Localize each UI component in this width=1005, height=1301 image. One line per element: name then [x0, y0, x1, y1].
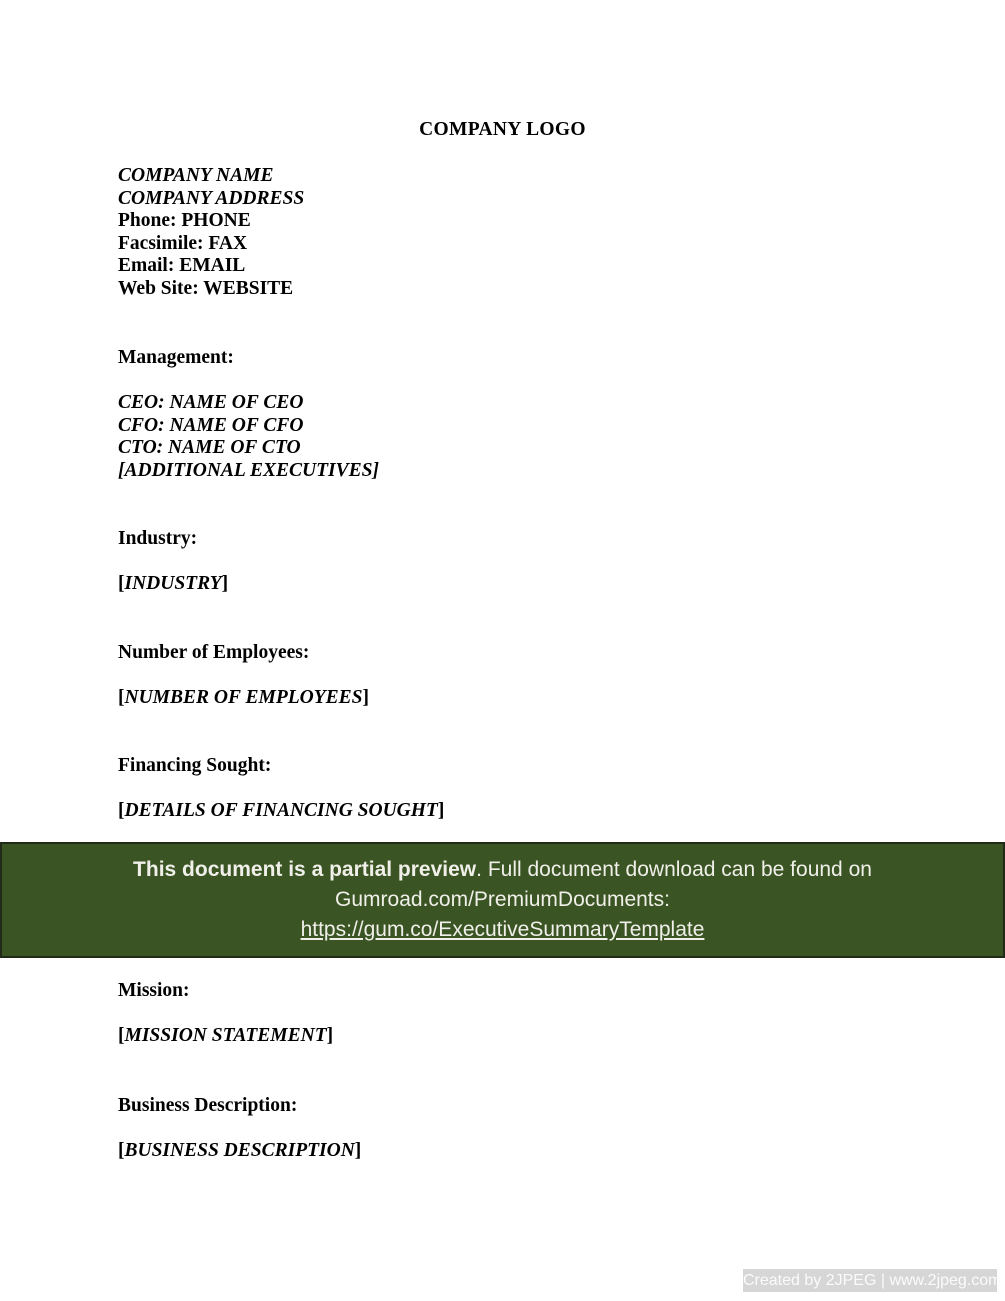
banner-line-2: Gumroad.com/PremiumDocuments: — [335, 888, 670, 911]
bracket-close: ] — [362, 687, 370, 709]
company-logo-text: COMPANY LOGO — [419, 119, 586, 140]
bracket-close: ] — [326, 1025, 334, 1047]
business-description-heading: Business Description: — [118, 1095, 298, 1116]
banner-rest-text: . Full document download can be found on — [476, 858, 872, 881]
business-description-placeholder-text: BUSINESS DESCRIPTION — [124, 1140, 355, 1162]
company-address-line: COMPANY ADDRESS — [118, 187, 305, 209]
bracket-open: [ — [118, 800, 125, 822]
section-mission — [118, 980, 333, 1048]
mission-placeholder-text: MISSION STATEMENT — [124, 1025, 327, 1047]
management-item-additional: [ADDITIONAL EXECUTIVES] — [118, 459, 379, 481]
industry-heading: Industry: — [118, 528, 198, 549]
section-industry — [118, 528, 228, 596]
company-name-line: COMPANY NAME — [118, 165, 274, 186]
section-financing — [118, 755, 444, 823]
company-fax-line: Facsimile: FAX — [118, 232, 248, 254]
watermark: Created by 2JPEG | www.2jpeg.com — [743, 1269, 997, 1292]
company-phone-line: Phone: PHONE — [118, 210, 251, 232]
bracket-close: ] — [221, 573, 229, 595]
bracket-close: ] — [354, 1140, 362, 1162]
section-business-description — [118, 1095, 361, 1163]
employees-placeholder-text: NUMBER OF EMPLOYEES — [124, 687, 363, 709]
bracket-close: ] — [437, 800, 445, 822]
management-list — [118, 392, 379, 482]
banner-line-3 — [2, 915, 1003, 945]
mission-placeholder — [118, 1025, 333, 1048]
management-item-ceo: CEO: NAME OF CEO — [118, 392, 304, 414]
preview-banner — [0, 842, 1005, 958]
company-info-block — [118, 165, 304, 301]
bracket-open: [ — [118, 1025, 125, 1047]
financing-placeholder — [118, 800, 444, 823]
employees-placeholder — [118, 687, 369, 710]
business-description-placeholder — [118, 1140, 361, 1163]
company-email-line: Email: EMAIL — [118, 255, 246, 277]
financing-heading: Financing Sought: — [118, 755, 272, 776]
mission-heading: Mission: — [118, 980, 190, 1001]
section-management — [118, 347, 379, 483]
banner-bold-text: This document is a partial preview — [133, 858, 477, 881]
company-website-line: Web Site: WEBSITE — [118, 277, 294, 299]
management-item-cto: CTO: NAME OF CTO — [118, 437, 301, 459]
section-employees — [118, 642, 369, 710]
bracket-open: [ — [118, 1140, 125, 1162]
management-heading: Management: — [118, 347, 234, 368]
banner-line-1 — [2, 855, 1003, 885]
gumroad-link[interactable]: https://gum.co/ExecutiveSummaryTemplate — [300, 918, 705, 941]
industry-placeholder — [118, 573, 228, 596]
employees-heading: Number of Employees: — [118, 642, 310, 663]
financing-placeholder-text: DETAILS OF FINANCING SOUGHT — [124, 800, 438, 822]
bracket-open: [ — [118, 573, 125, 595]
industry-placeholder-text: INDUSTRY — [124, 573, 222, 595]
management-item-cfo: CFO: NAME OF CFO — [118, 414, 304, 436]
bracket-open: [ — [118, 687, 125, 709]
